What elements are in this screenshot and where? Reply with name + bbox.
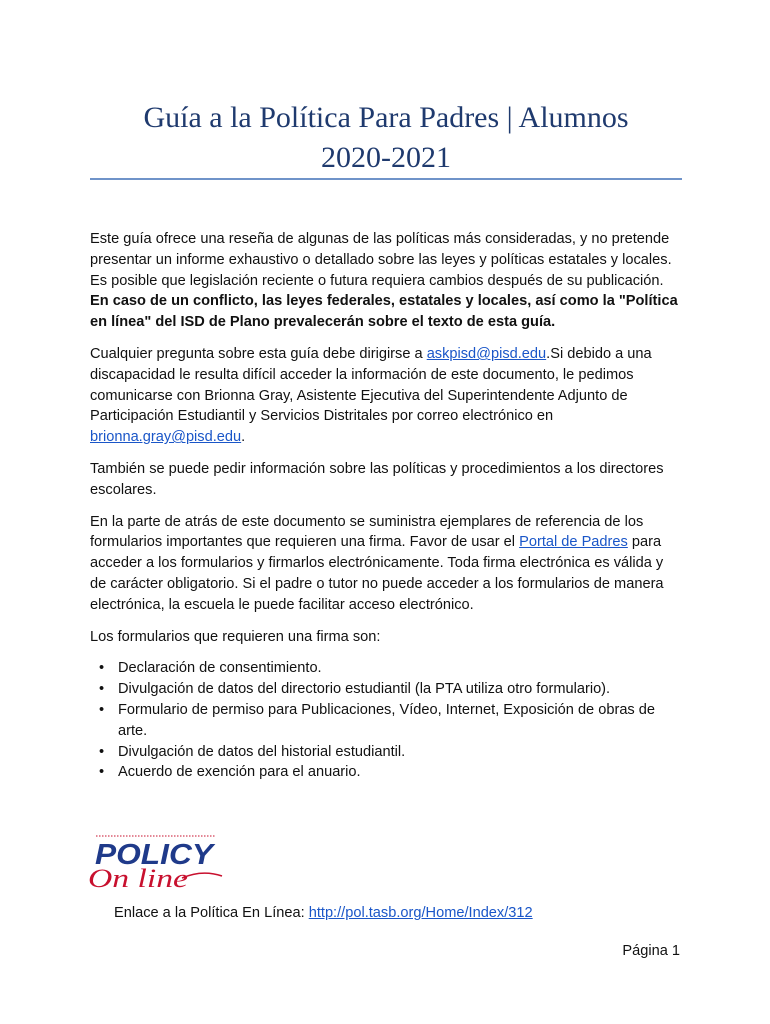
page-title xyxy=(90,98,682,178)
list-item: • Acuerdo de exención para el anuario. xyxy=(118,762,682,783)
contact-paragraph xyxy=(90,344,682,448)
intro-text: Este guía ofrece una reseña de algunas de las políticas más consideradas, y no pretende presentar un informe exhaustivo o detallado sobre las leyes y políticas estatales y locales. Es posible que legislación reciente o futura requiera cambios después de su publicación. xyxy=(90,231,672,289)
list-item: • Declaración de consentimiento. xyxy=(118,658,682,679)
list-item: • Formulario de permiso para Publicaciones, Vídeo, Internet, Exposición de obras de arte. xyxy=(118,700,682,742)
list-item: • Divulgación de datos del historial estudiantil. xyxy=(118,742,682,763)
intro-bold-text: En caso de un conflicto, las leyes federales, estatales y locales, así como la "Política en línea" del ISD de Plano prevalecerán sobre el texto de esta guía. xyxy=(90,293,678,331)
parent-portal-link[interactable]: Portal de Padres xyxy=(519,534,628,551)
policy-link-line xyxy=(114,903,674,923)
contact-text-after: . xyxy=(241,429,246,446)
contact-text-middle: .Si debido a una discapacidad le resulta difícil acceder la información de este documento, le pedimos comunicarse con Brionna Gray, Asistente Ejecutiva del Superintendente Adjunto de Participación Estudiantil y Servicios Distritales por correo electrónico en xyxy=(90,345,652,425)
contact-text-before: Cualquier pregunta sobre esta guía debe dirigirse a xyxy=(90,345,427,362)
logo-policy-word: POLICY xyxy=(95,839,216,871)
signature-forms-list xyxy=(90,658,682,783)
document-body xyxy=(90,229,682,783)
askpisd-email-link[interactable]: askpisd@pisd.edu xyxy=(426,345,547,362)
brionna-email-link[interactable]: brionna.gray@pisd.edu xyxy=(90,429,242,446)
title-divider xyxy=(90,178,682,180)
title-line-1: Guía a la Política Para Padres | Alumnos xyxy=(143,101,629,134)
forms-paragraph xyxy=(90,512,682,616)
intro-paragraph xyxy=(90,229,682,333)
policy-online-url-link[interactable]: http://pol.tasb.org/Home/Index/312 xyxy=(308,905,533,921)
directors-paragraph: También se puede pedir información sobre las políticas y procedimientos a los directores escolares. xyxy=(90,460,664,498)
policy-link-label: Enlace a la Política En Línea: xyxy=(114,905,309,921)
title-line-2: 2020-2021 xyxy=(321,141,451,174)
logo-online-word: On line xyxy=(88,864,188,893)
page-number: Página 1 xyxy=(622,943,680,959)
list-item: • Divulgación de datos del directorio estudiantil (la PTA utiliza otro formulario). xyxy=(118,679,682,700)
signature-intro: Los formularios que requieren una firma son: xyxy=(90,628,381,645)
policy-online-logo xyxy=(86,832,226,894)
forms-text-after: para acceder a los formularios y firmarlos electrónicamente. Toda firma electrónica es válida y de carácter obligatorio. Si el padre o tutor no puede acceder a los formularios de manera electrónica, la escuela le puede facilitar acceso electrónico. xyxy=(90,534,664,613)
forms-text-before: En la parte de atrás de este documento se suministra ejemplares de referencia de los formularios importantes que requieren una firma. Favor de usar el xyxy=(90,513,644,551)
